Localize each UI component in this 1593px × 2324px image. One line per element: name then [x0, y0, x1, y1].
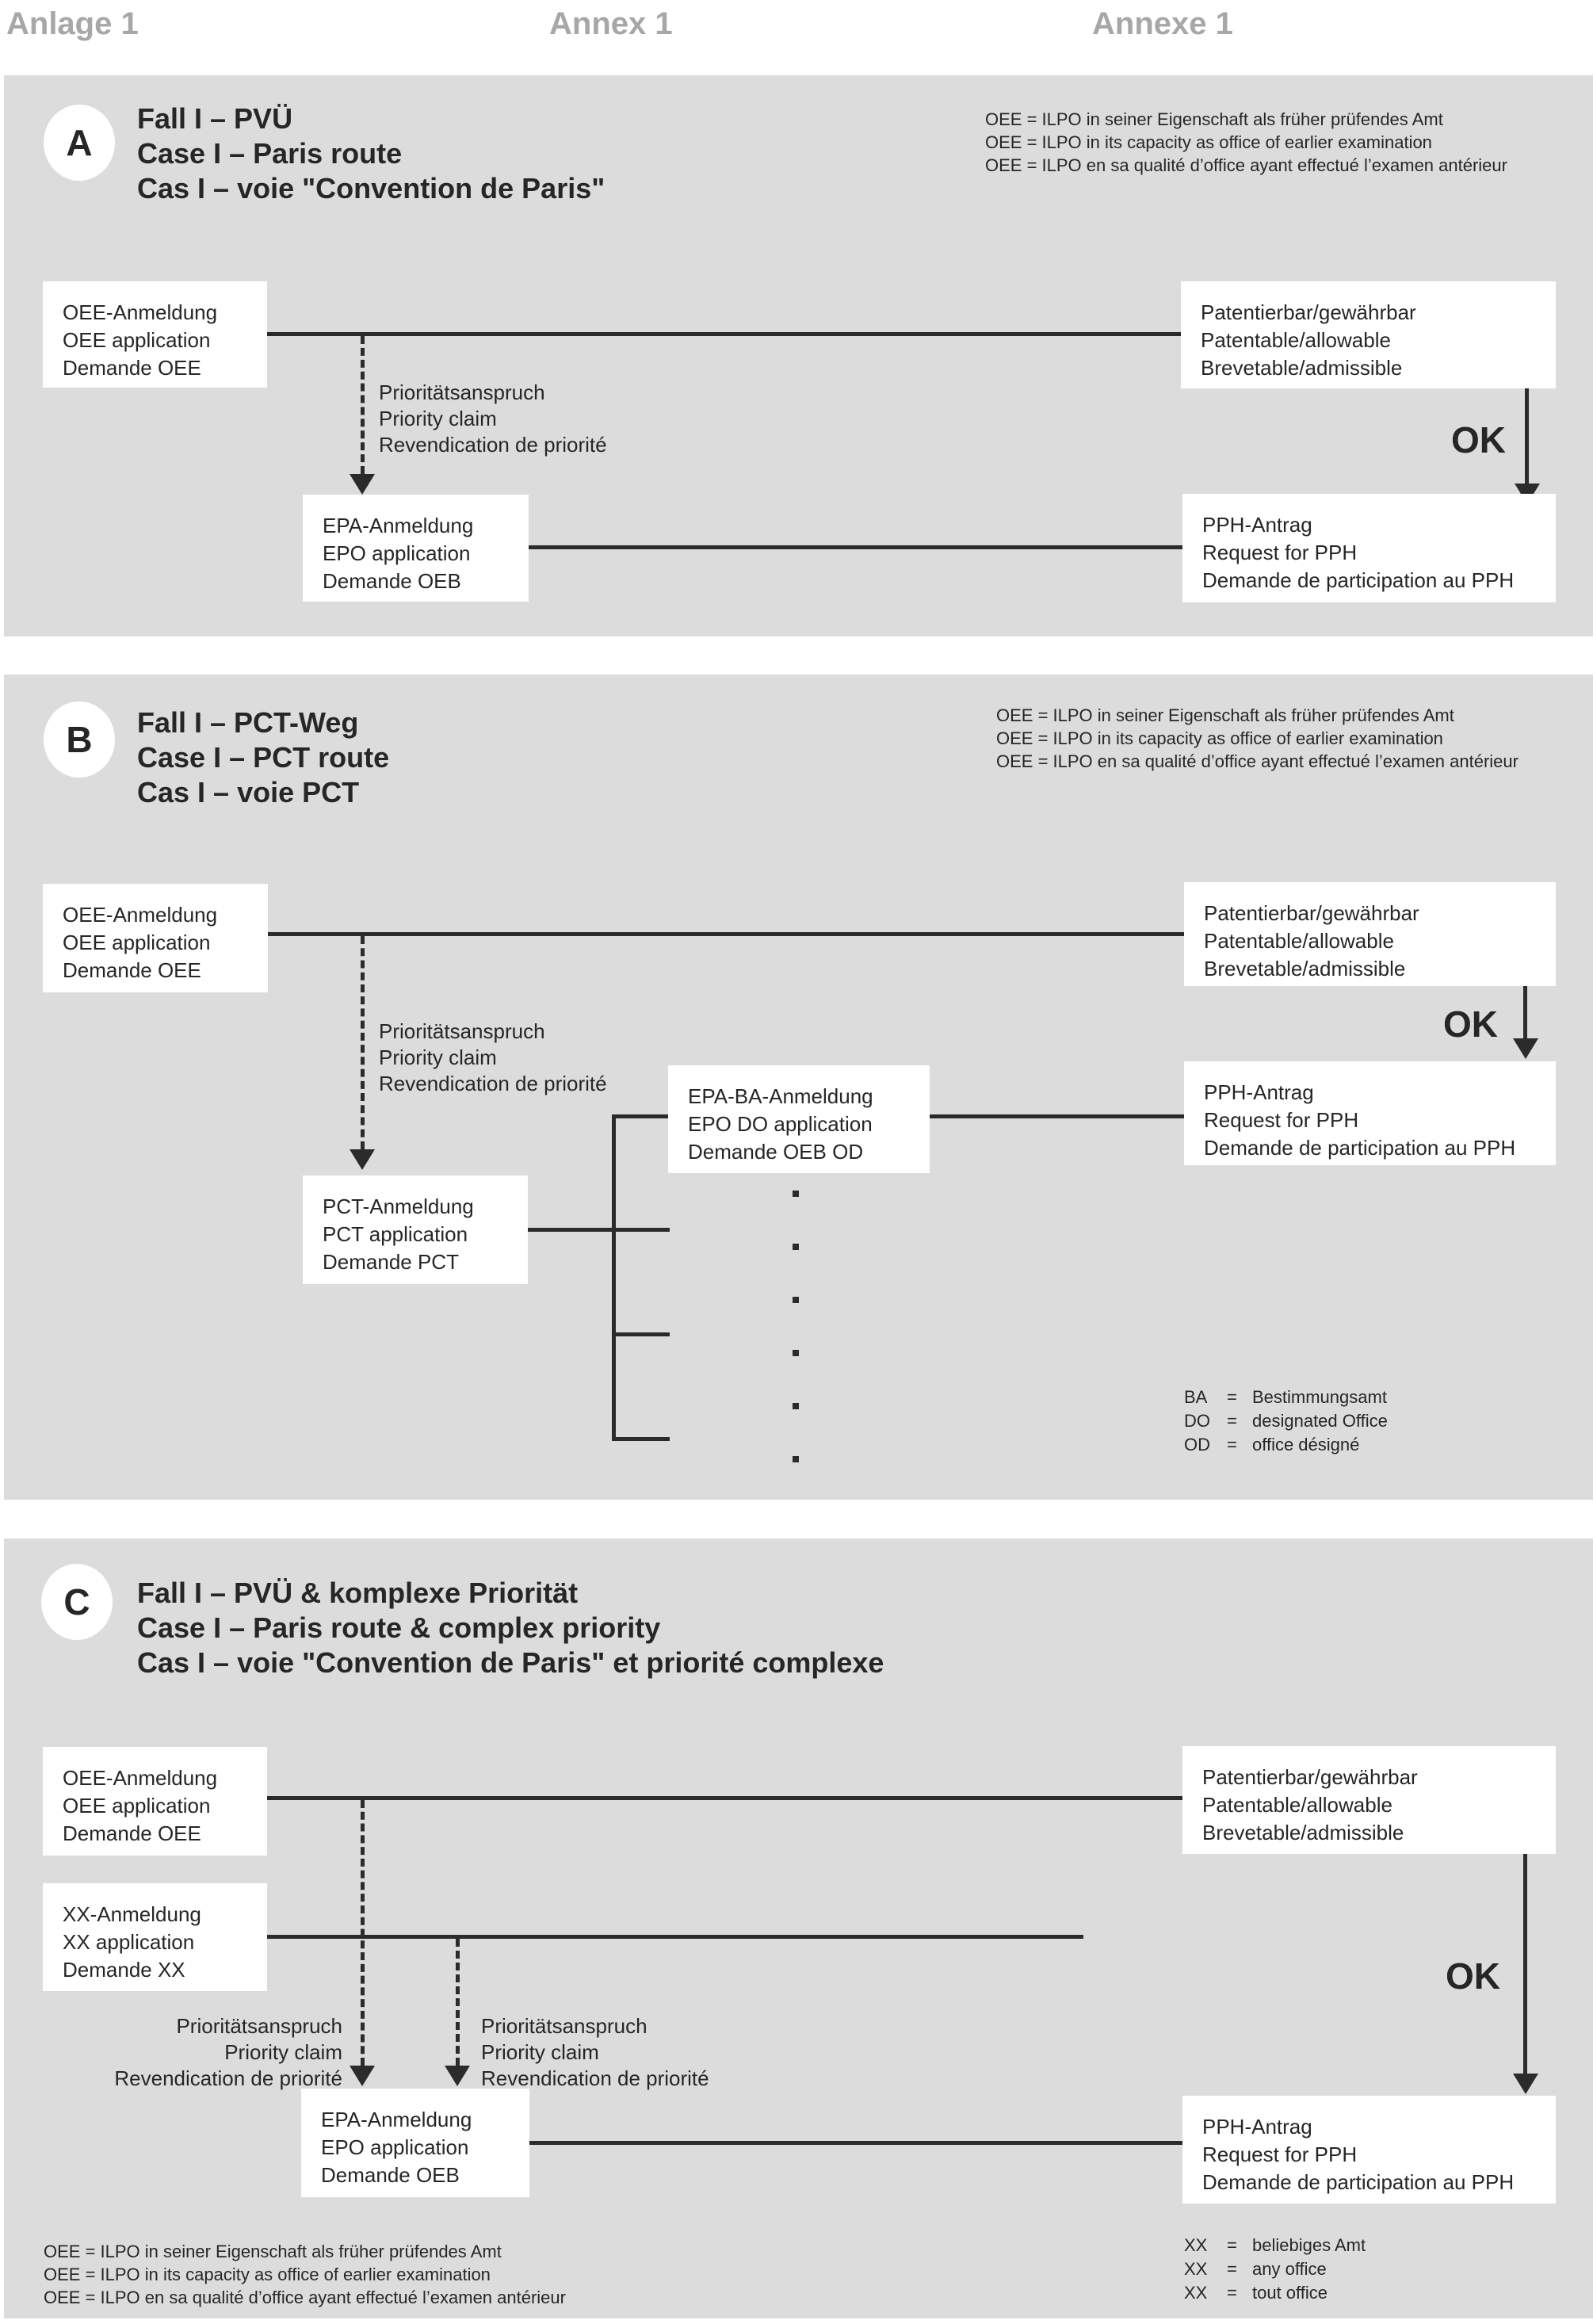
- legend-equals: =: [1227, 2283, 1237, 2303]
- box-oee-application-c: OEE-Anmeldung OEE application Demande OEE: [43, 1747, 267, 1856]
- ellipsis-dot: [793, 1191, 799, 1197]
- legend-row: [1184, 1409, 1388, 1433]
- panel-c-badge: C: [41, 1564, 113, 1640]
- legend-text: tout office: [1252, 2283, 1328, 2303]
- legend-equals: =: [1227, 1435, 1237, 1454]
- connector-c-epo-to-pph: [529, 2141, 1182, 2145]
- panel-a-title: Fall I – PVÜ Case I – Paris route Cas I – voie "Convention de Paris": [137, 102, 605, 204]
- legend-text: Bestimmungsamt: [1252, 1387, 1387, 1407]
- priority-claim-label-b: Prioritätsanspruch Priority claim Revendication de priorité: [379, 1019, 607, 1095]
- priority-claim-label-c-right: Prioritätsanspruch Priority claim Revendication de priorité: [481, 2014, 709, 2090]
- legend-abbr: OD: [1184, 1435, 1210, 1454]
- box-pct-application-b: PCT-Anmeldung PCT application Demande PCT: [303, 1175, 528, 1284]
- connector-a-oee-to-patentable: [267, 332, 1181, 336]
- priority-dashed-arrow-b: [361, 936, 365, 1149]
- priority-arrowhead-b: [350, 1149, 375, 1170]
- legend-abbr: DO: [1184, 1411, 1210, 1431]
- legend-equals: =: [1227, 1411, 1237, 1431]
- page-header-en: Annex 1: [549, 6, 673, 41]
- legend-equals: =: [1227, 1387, 1237, 1407]
- priority-dashed-arrow-a: [361, 336, 365, 474]
- connector-b-pct-to-junction: [528, 1228, 670, 1232]
- ellipsis-dot: [793, 1244, 799, 1250]
- box-xx-application-c: XX-Anmeldung XX application Demande XX: [43, 1883, 267, 1991]
- legend-row: [1184, 2257, 1366, 2281]
- ok-label-a: OK: [1451, 419, 1506, 461]
- ellipsis-dot: [793, 1403, 799, 1409]
- box-pph-request-a: PPH-Antrag Request for PPH Demande de participation au PPH: [1182, 494, 1556, 602]
- legend-abbr: XX: [1184, 2235, 1208, 2255]
- ok-arrowhead-b: [1513, 1038, 1538, 1059]
- legend-text: beliebiges Amt: [1252, 2235, 1366, 2255]
- panel-a-badge: A: [44, 105, 115, 181]
- legend-row: [1184, 1386, 1388, 1409]
- box-epo-do-application-b: EPA-BA-Anmeldung EPO DO application Demande OEB OD: [668, 1065, 930, 1173]
- box-patentable-b: Patentierbar/gewährbar Patentable/allowable Brevetable/admissible: [1184, 882, 1556, 986]
- priority-arrowhead-c2: [445, 2066, 470, 2086]
- ok-label-c: OK: [1446, 1955, 1500, 1997]
- ellipsis-dot: [793, 1350, 799, 1356]
- ok-arrowhead-c: [1513, 2074, 1538, 2094]
- connector-c-oee-to-patentable: [267, 1796, 1182, 1800]
- connector-b-oee-to-patentable: [268, 932, 1184, 936]
- connector-a-epo-to-pph: [529, 545, 1182, 549]
- priority-dashed-arrow-c1: [361, 1800, 365, 2066]
- legend-row: [1184, 1433, 1388, 1457]
- legend-row: [1184, 2281, 1366, 2305]
- panel-c-oee-legend: OEE = ILPO in seiner Eigenschaft als früher prüfendes Amt OEE = ILPO in its capacity as office of earlier examination OEE = ILPO en sa qualité d’office ayant effectué l’examen antérieur: [44, 2242, 566, 2307]
- box-patentable-c: Patentierbar/gewährbar Patentable/allowable Brevetable/admissible: [1182, 1746, 1556, 1854]
- xx-legend: [1184, 2234, 1366, 2305]
- connector-b-junction-vertical: [612, 1114, 616, 1441]
- priority-arrowhead-c1: [350, 2066, 375, 2086]
- connector-b-stub-2: [612, 1437, 670, 1441]
- legend-abbr: XX: [1184, 2259, 1208, 2279]
- box-pph-request-c: PPH-Antrag Request for PPH Demande de participation au PPH: [1182, 2096, 1556, 2204]
- legend-row: [1184, 2234, 1366, 2257]
- ok-arrow-c: [1523, 1854, 1527, 2074]
- panel-b-oee-legend: OEE = ILPO in seiner Eigenschaft als früher prüfendes Amt OEE = ILPO in its capacity as office of earlier examination OEE = ILPO en sa qualité d’office ayant effectué l’examen antérieur: [996, 705, 1519, 771]
- panel-c-title: Fall I – PVÜ & komplexe Priorität Case I – Paris route & complex priority Cas I – voie "Convention de Paris" et priorité complexe: [137, 1577, 884, 1679]
- legend-text: office désigné: [1252, 1435, 1360, 1454]
- legend-equals: =: [1227, 2235, 1237, 2255]
- connector-c-xx-line: [267, 1935, 1083, 1939]
- ok-label-b: OK: [1443, 1003, 1498, 1045]
- box-epo-application-a: EPA-Anmeldung EPO application Demande OEB: [303, 495, 529, 602]
- ba-do-od-legend: [1184, 1386, 1388, 1457]
- box-pph-request-b: PPH-Antrag Request for PPH Demande de participation au PPH: [1184, 1061, 1556, 1165]
- ok-arrow-a: [1525, 388, 1529, 484]
- priority-arrowhead-a: [350, 474, 375, 495]
- box-patentable-a: Patentierbar/gewährbar Patentable/allowable Brevetable/admissible: [1181, 281, 1556, 388]
- box-oee-application-b: OEE-Anmeldung OEE application Demande OEE: [43, 884, 268, 992]
- priority-claim-label-a: Prioritätsanspruch Priority claim Revendication de priorité: [379, 380, 607, 457]
- page-header-de: Anlage 1: [6, 6, 139, 41]
- legend-equals: =: [1227, 2259, 1237, 2279]
- priority-claim-label-c-left: Prioritätsanspruch Priority claim Revendication de priorité: [114, 2014, 342, 2090]
- ok-arrow-b: [1523, 986, 1527, 1038]
- panel-b-badge: B: [44, 701, 115, 778]
- panel-a-oee-legend: OEE = ILPO in seiner Eigenschaft als früher prüfendes Amt OEE = ILPO in its capacity as office of earlier examination OEE = ILPO en sa qualité d’office ayant effectué l’examen antérieur: [985, 109, 1507, 175]
- legend-abbr: BA: [1184, 1387, 1208, 1407]
- legend-abbr: XX: [1184, 2283, 1208, 2303]
- page-header-fr: Annexe 1: [1092, 6, 1233, 41]
- ellipsis-dot: [793, 1297, 799, 1303]
- legend-text: any office: [1252, 2259, 1327, 2279]
- connector-b-stub-1: [612, 1332, 670, 1336]
- box-epo-application-c: EPA-Anmeldung EPO application Demande OEB: [301, 2089, 529, 2197]
- legend-text: designated Office: [1252, 1411, 1388, 1431]
- box-oee-application-a: OEE-Anmeldung OEE application Demande OEE: [43, 281, 267, 388]
- priority-dashed-arrow-c2: [456, 1939, 460, 2066]
- panel-b-title: Fall I – PCT-Weg Case I – PCT route Cas I – voie PCT: [137, 706, 390, 808]
- ellipsis-dot: [793, 1456, 799, 1462]
